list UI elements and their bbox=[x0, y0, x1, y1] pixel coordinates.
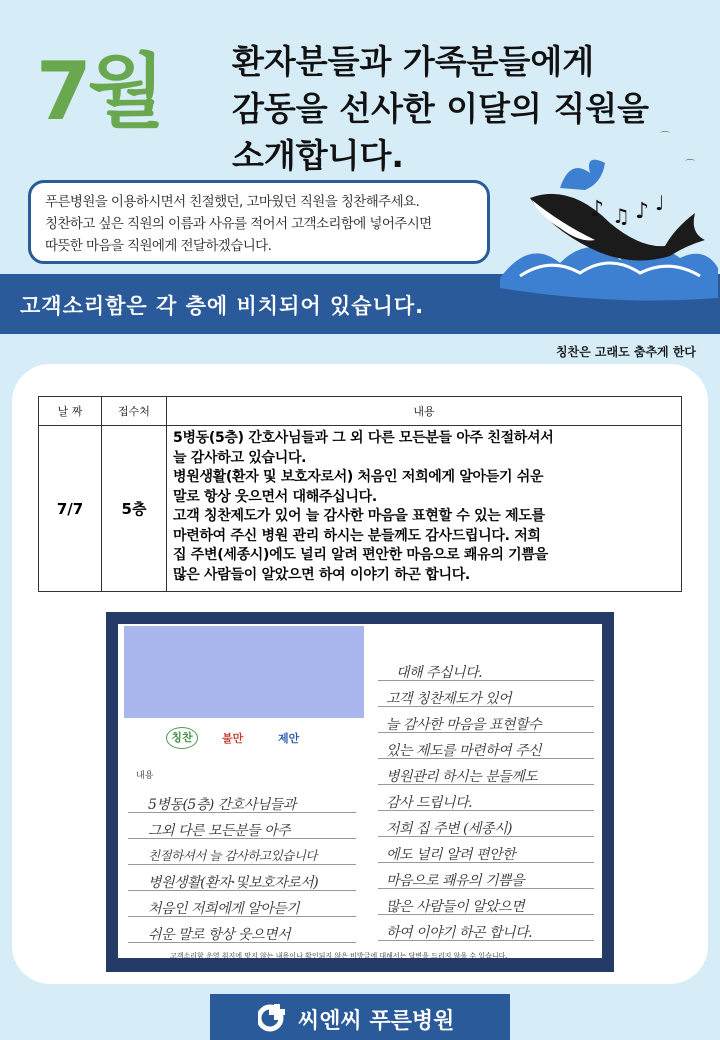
handwritten-line: 그외 다른 모든분들 아주 bbox=[148, 823, 291, 839]
content-line: 고객 칭찬제도가 있어 늘 감사한 마음을 표현할 수 있는 제도를 bbox=[173, 508, 545, 524]
redacted-area bbox=[124, 626, 364, 718]
handwritten-line: 병원관리 하시는 분들께도 bbox=[386, 769, 538, 785]
handwritten-line: 5병동(5층) 간호사님들과 bbox=[148, 797, 296, 813]
content-line: 집 주변(세종시)에도 널리 알려 편안한 마음으로 쾌유의 기쁨을 bbox=[173, 547, 548, 563]
praise-table bbox=[38, 396, 682, 592]
content-line: 병원생활(환자 및 보호자로서) 처음인 저희에게 알아듣기 쉬운 bbox=[173, 469, 544, 485]
handwritten-line: 감사 드립니다. bbox=[386, 795, 473, 811]
bird-icon: ⌒ bbox=[685, 160, 695, 171]
handwritten-line: 쉬운 말로 항상 웃으면서 bbox=[148, 927, 291, 943]
table-header-row bbox=[39, 397, 682, 426]
content-line: 마련하여 주신 병원 관리 하시는 분들께도 감사드립니다. 저희 bbox=[173, 527, 541, 544]
handwritten-line: 에도 널리 알려 편안한 bbox=[386, 847, 516, 863]
music-note-icon: ♪ bbox=[635, 199, 650, 224]
month-title: 7월 bbox=[36, 45, 161, 138]
content-line: 말로 항상 웃으면서 대해주십니다. bbox=[173, 488, 377, 505]
cell-location: 5층 bbox=[102, 426, 167, 592]
handwritten-line: 친절하셔서 늘 감사하고있습니다 bbox=[148, 848, 317, 863]
headline-line: 환자분들과 가족분들에게 bbox=[232, 42, 595, 81]
intro-line: 푸른병원을 이용하시면서 친절했던, 고마웠던 직원을 칭찬해주세요. bbox=[45, 194, 420, 210]
cell-content bbox=[167, 426, 682, 592]
headline-line: 소개합니다. bbox=[232, 136, 404, 175]
handwritten-line: 대해 주십니다. bbox=[396, 665, 483, 681]
intro-line: 따뜻한 마음을 직원에게 전달하겠습니다. bbox=[45, 238, 272, 254]
column-header-date: 날 짜 bbox=[39, 397, 102, 426]
music-note-icon: ♪ bbox=[590, 197, 605, 222]
ruled-line bbox=[128, 864, 356, 865]
handwritten-line: 많은 사람들이 알았으면 bbox=[386, 899, 525, 915]
scan-footer-note: 고객소리함 운영 취지에 맞지 않는 내용이나 확인되지 않은 비방글에 대해서는 답변을 드리지 않을 수 있습니다. bbox=[170, 952, 508, 960]
handwritten-line: 있는 제도를 마련하여 주신 bbox=[386, 743, 542, 759]
column-header-content: 내용 bbox=[167, 397, 682, 426]
hospital-cross-logo-icon bbox=[258, 1002, 288, 1032]
music-note-icon: ♫ bbox=[612, 204, 630, 228]
content-line: 5병동(5층) 간호사님들과 그 외 다른 모든분들 아주 친절하셔서 bbox=[173, 430, 554, 446]
category-complaint: 불만 bbox=[222, 732, 244, 745]
content-line: 많은 사람들이 알았으면 하여 이야기 하곤 합니다. bbox=[173, 566, 470, 583]
handwritten-line: 처음인 저희에게 알아듣기 bbox=[148, 901, 300, 917]
cell-date: 7/7 bbox=[39, 426, 102, 592]
splash-shape bbox=[560, 160, 605, 190]
column-header-location: 접수처 bbox=[102, 397, 167, 426]
caption: 칭찬은 고래도 춤추게 한다 bbox=[555, 345, 696, 359]
music-note-icon: ♩ bbox=[655, 191, 665, 215]
handwritten-line: 하여 이야기 하곤 합니다. bbox=[386, 925, 533, 941]
scan-content-label: 내용 bbox=[136, 771, 154, 781]
category-praise: 칭찬 bbox=[166, 727, 198, 749]
handwritten-line: 고객 칭찬제도가 있어 bbox=[386, 691, 512, 707]
intro-box bbox=[28, 180, 490, 264]
intro-line: 칭찬하고 싶은 직원의 이름과 사유를 적어서 고객소리함에 넣어주시면 bbox=[45, 216, 432, 232]
banner-text: 고객소리함은 각 층에 비치되어 있습니다. bbox=[20, 294, 425, 318]
bird-icon: ⌒ bbox=[660, 132, 670, 143]
headline-line: 감동을 선사한 이달의 직원을 bbox=[232, 89, 650, 128]
handwritten-line: 저희 집 주변 (세종시) bbox=[386, 821, 512, 837]
handwritten-line: 마음으로 쾌유의 기쁨을 bbox=[386, 873, 525, 889]
whale-illustration bbox=[490, 128, 720, 303]
category-suggestion: 제안 bbox=[278, 732, 300, 745]
footer-brand: 씨엔씨 푸른병원 bbox=[298, 1009, 455, 1034]
table-row bbox=[39, 426, 682, 592]
handwritten-line: 늘 감사한 마음을 표현할수 bbox=[386, 717, 542, 733]
handwritten-line: 병원생활(환자·및보호자로서) bbox=[148, 875, 319, 891]
content-line: 늘 감사하고 있습니다. bbox=[173, 449, 307, 466]
